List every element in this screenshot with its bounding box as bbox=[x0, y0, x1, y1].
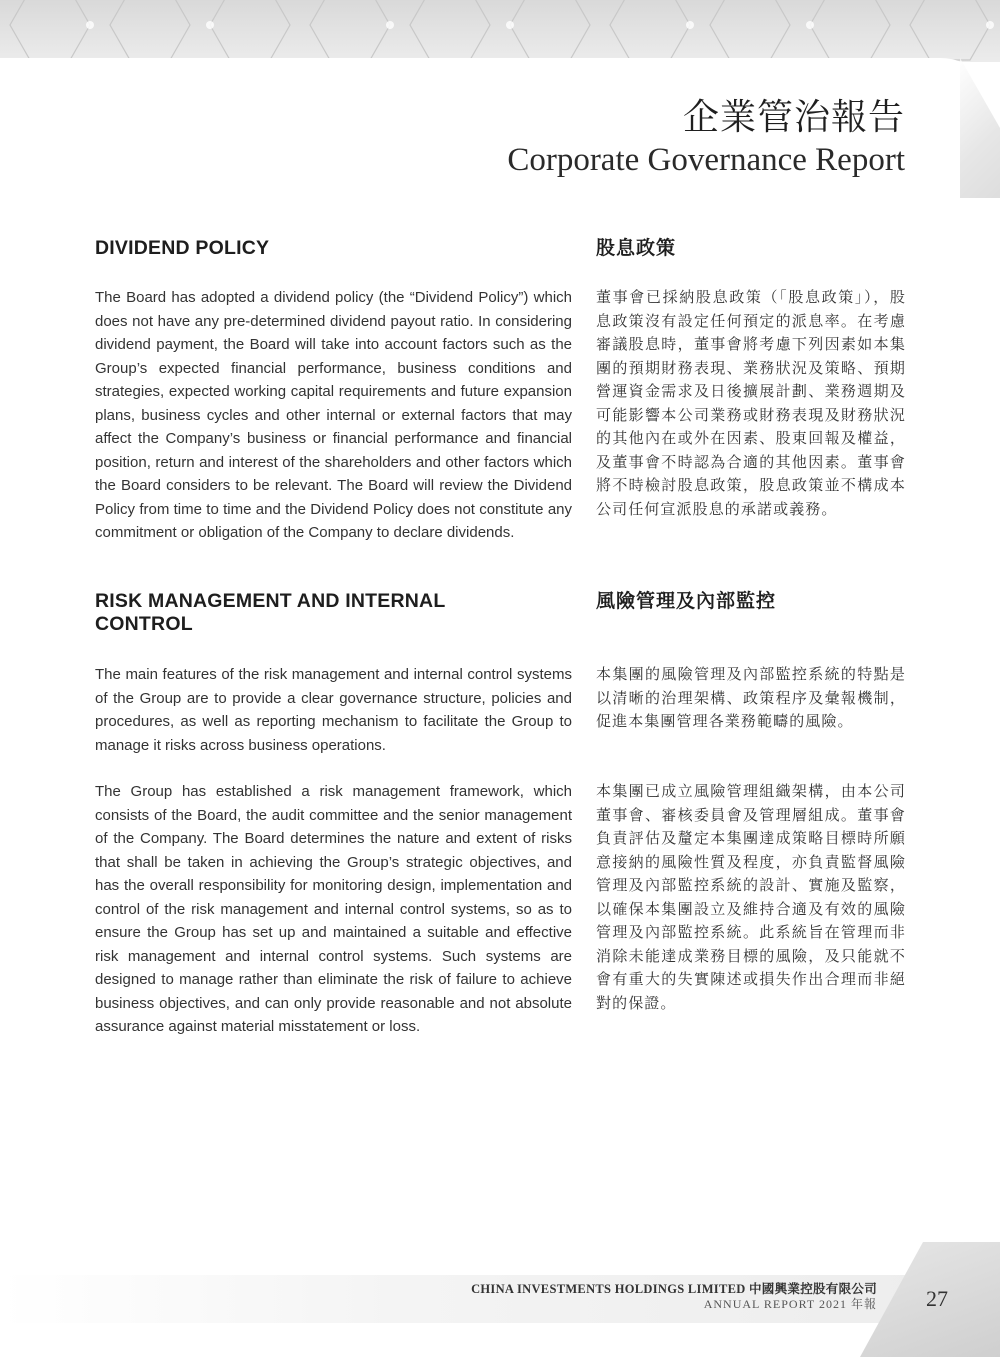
risk-management-paragraph-2-en: The Group has established a risk management framework, which consists of the Board, the audit committee and the senior management of the Company. The Board determines the nature and extent of risks that shall be taken in achieving the Group’s strategic objectives, and has the overall responsibility for monitoring design, implementation and control of the risk management and internal control systems, so as to ensure the Group has set up and maintained a suitable and effective risk management and internal control systems. Such systems are designed to manage rather than eliminate the risk of failure to achieve business objectives, and can only provide reasonable and not absolute assurance against material misstatement or loss. bbox=[95, 783, 572, 1035]
section-heading-risk-management-zh: 風險管理及內部監控 bbox=[596, 590, 777, 612]
dividend-policy-paragraph-zh: 董事會已採納股息政策（「股息政策」），股息政策沒有設定任何預定的派息率。在考慮審議股息時，董事會將考慮下列因素如本集團的預期財務表現、業務狀況及策略、預期營運資金需求及日後擴展計劃、業務週期及可能影響本公司業務或財務表現及財務狀況的其他內在或外在因素、股東回報及權益，及董事會不時認為合適的其他因素。董事會將不時檢討股息政策，股息政策並不構成本公司任何宣派股息的承諾或義務。 bbox=[596, 288, 906, 518]
hexagon-pattern bbox=[0, 0, 1000, 62]
top-banner bbox=[0, 0, 1000, 62]
report-title-zh: 企業管治報告 bbox=[682, 97, 905, 138]
dividend-policy-paragraph-en: The Board has adopted a dividend policy (the “Dividend Policy”) which does not have any pre-determined dividend payout ratio. In considering dividend payment, the Board will take into account factors such as the Group’s expected financial performance, business conditions and strategies, expected working capital requirements and future expansion plans, business cycles and other internal or external factors that may affect the Company’s business or financial performance and financial position, return and interest of the shareholders and other factors which the Board considers to be relevant. The Board will review the Dividend Policy from time to time and the Dividend Policy does not constitute any commitment or obligation of the Company to declare dividends. bbox=[95, 289, 572, 541]
report-title-en: Corporate Governance Report bbox=[507, 142, 905, 178]
risk-management-paragraph-1-en: The main features of the risk management and internal control systems of the Group are to provide a clear governance structure, policies and procedures, as well as reporting mechanism to facilitate the Group to manage it risks across business operations. bbox=[95, 666, 572, 754]
report-header bbox=[507, 96, 905, 180]
section-heading-dividend-policy-en: DIVIDEND POLICY bbox=[95, 237, 270, 259]
page-number: 27 bbox=[926, 1286, 948, 1311]
section-heading-risk-management-en: RISK MANAGEMENT AND INTERNAL CONTROL bbox=[95, 590, 446, 635]
section-heading-dividend-policy-zh: 股息政策 bbox=[596, 237, 677, 259]
risk-management-paragraph-1-zh: 本集團的風險管理及內部監控系統的特點是以清晰的治理架構、政策程序及彙報機制，促進本集團管理各業務範疇的風險。 bbox=[596, 665, 906, 730]
footer bbox=[471, 1282, 877, 1312]
risk-management-paragraph-2-zh: 本集團已成立風險管理組織架構，由本公司董事會、審核委員會及管理層組成。董事會負責評估及釐定本集團達成策略目標時所願意接納的風險性質及程度，亦負責監督風險管理及內部監控系統的設計、實施及監察，以確保本集團設立及維持合適及有效的風險管理及內部監控系統。此系統旨在管理而非消除未能達成業務目標的風險，及只能就不會有重大的失實陳述或損失作出合理而非絕對的保證。 bbox=[596, 782, 906, 1012]
footer-report-label: ANNUAL REPORT 2021 年報 bbox=[703, 1297, 877, 1311]
footer-company-name: CHINA INVESTMENTS HOLDINGS LIMITED 中國興業控股有限公司 bbox=[471, 1282, 877, 1296]
